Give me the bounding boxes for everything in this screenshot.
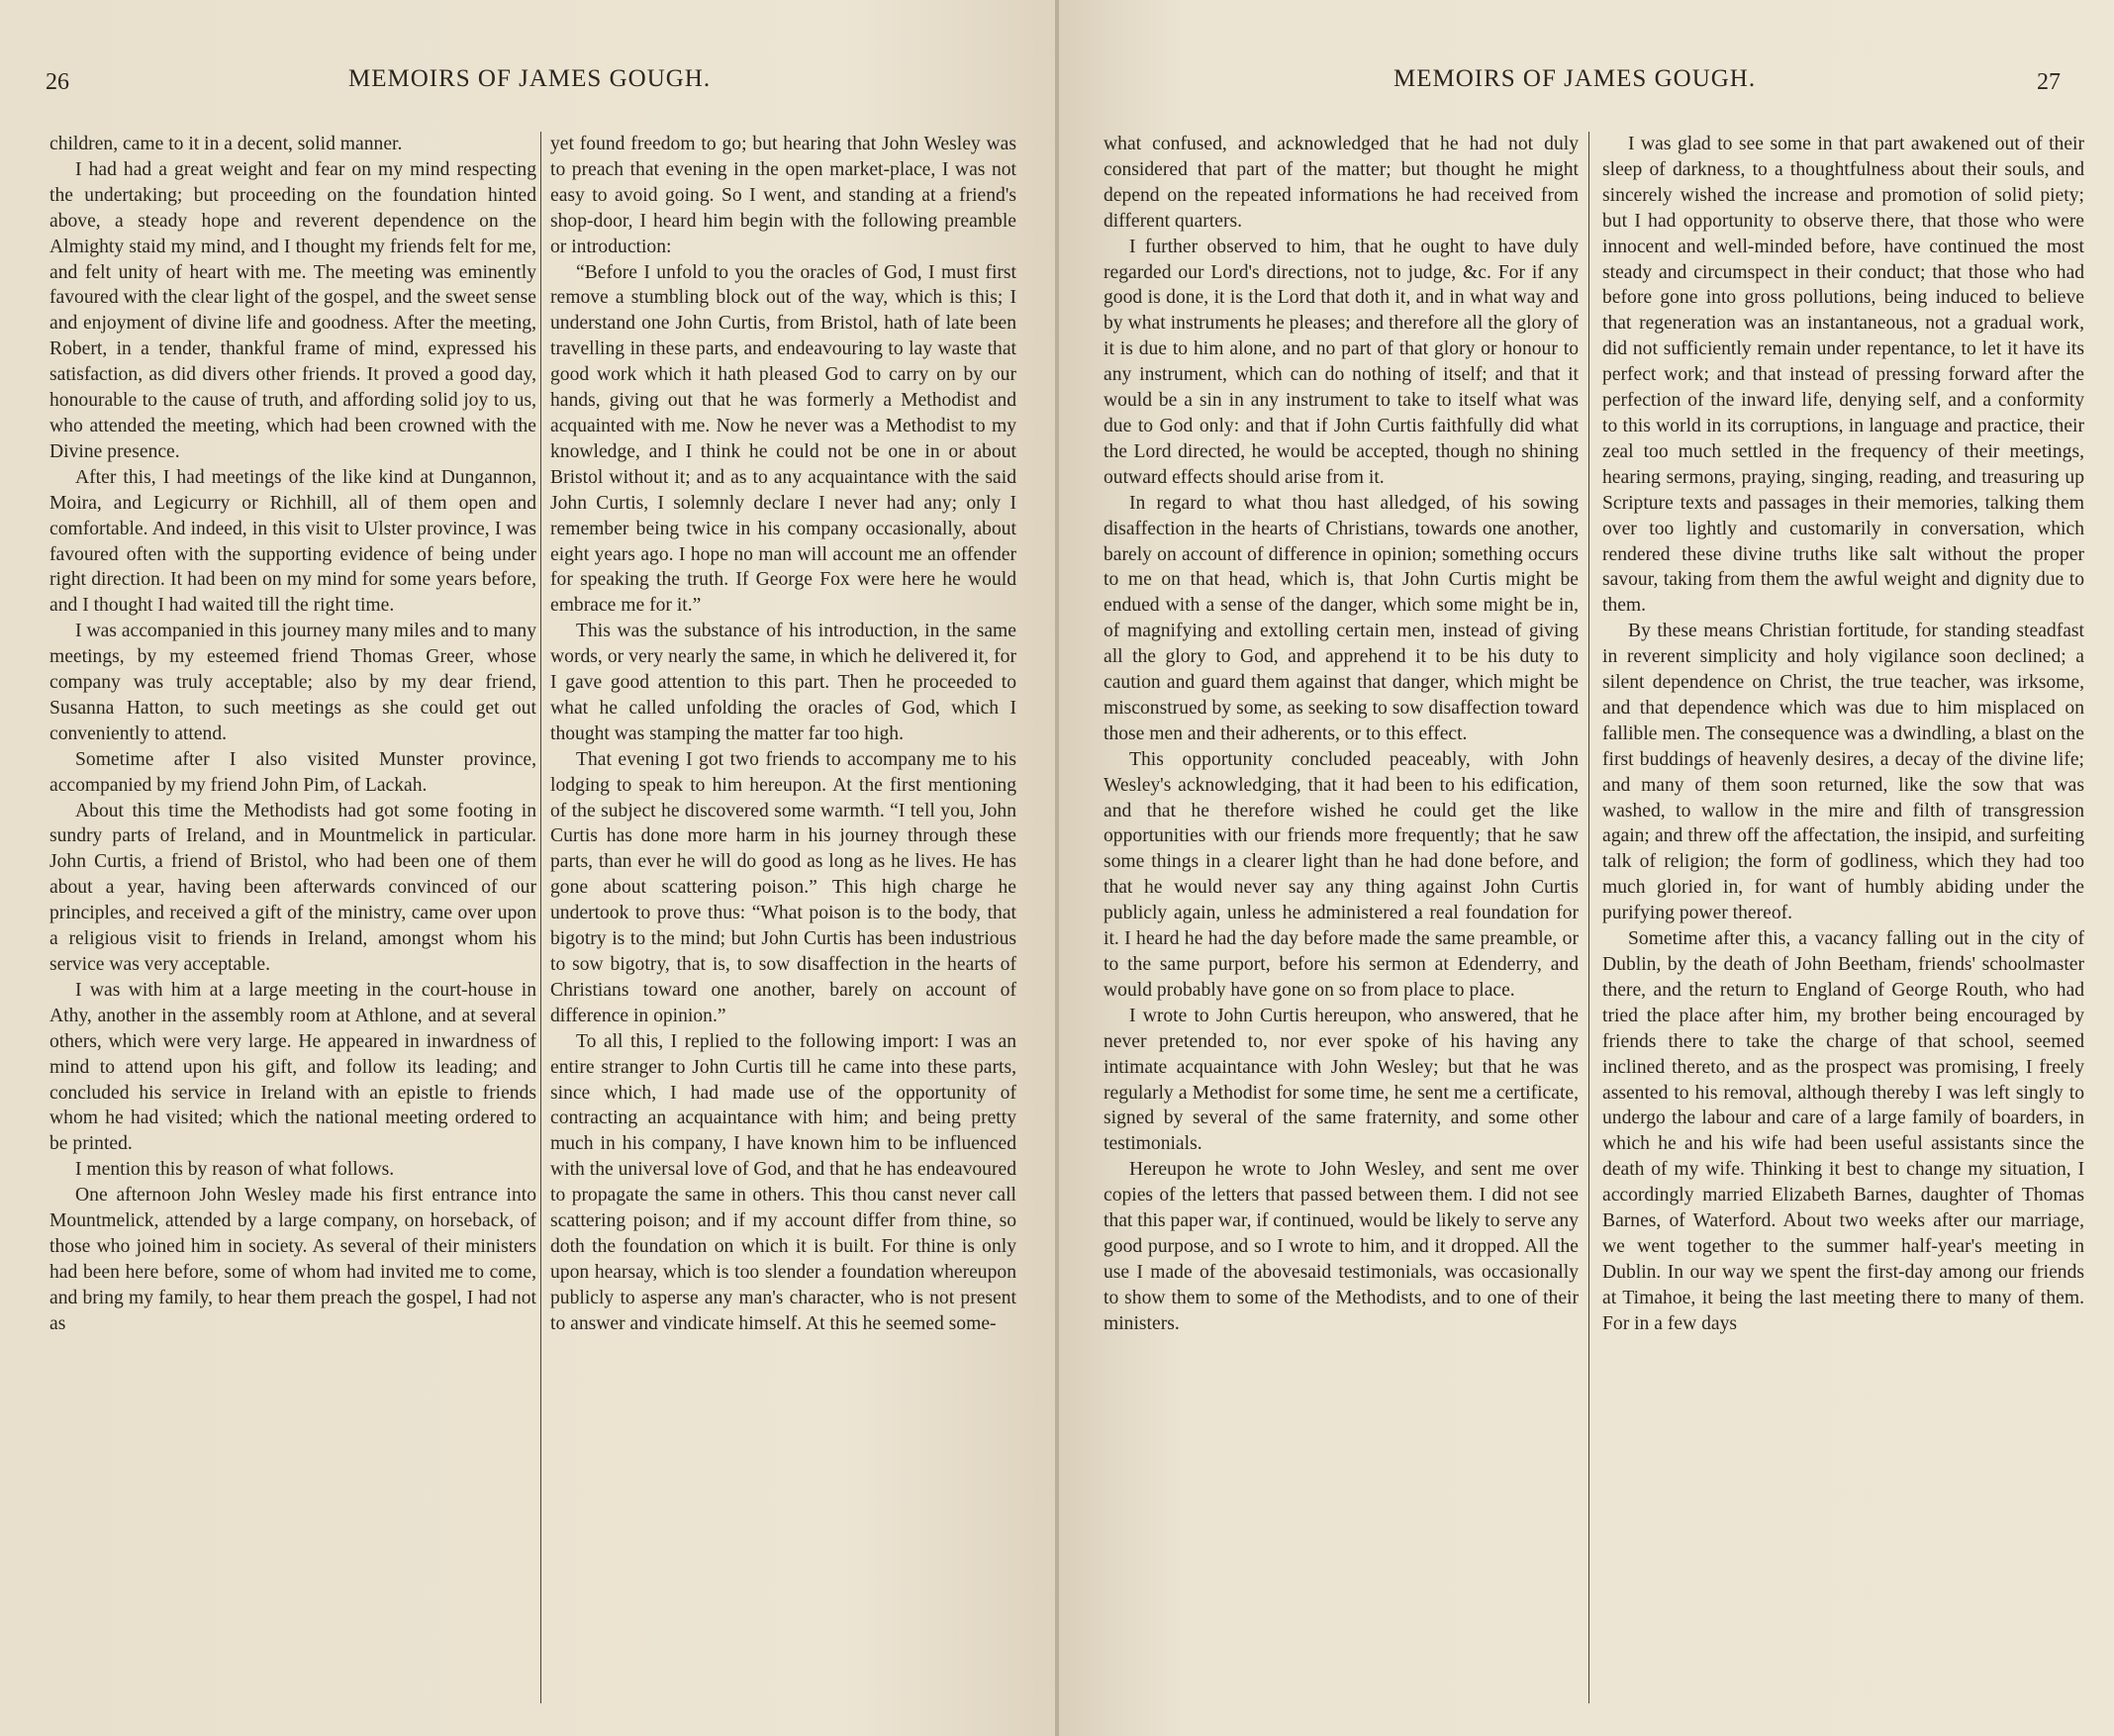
paragraph: This was the substance of his introduction, in the same words, or very nearly the same, in which he delivered it, for I gave good attention to this part. Then he proceeded to what he called unfolding the oracles of God, which I thought was stamping the matter far too high. (550, 621, 1016, 744)
paragraph: Sometime after this, a vacancy falling out in the city of Dublin, by the death of John Beetham, friends' schoolmaster there, and the return to England of George Routh, who had tried the place after him, my brother being encouraged by friends there to take the charge of that school, seemed inclined thereto, and as the prospect was promising, I freely assented to his removal, although thereby I was left singly to undergo the labour and care of a large family of boarders, in which he and his wife had been useful assistants since the death of my wife. Thinking it best to change my situation, I accordingly married Elizabeth Barnes, daughter of Thomas Barnes, of Waterford. About two weeks after our marriage, we went together to the summer half-year's meeting in Dublin. In our way we spent the first-day among our friends at Timahoe, it being the last meeting there to many of them. For in a few days (1602, 928, 2084, 1334)
paragraph: I further observed to him, that he ought to have duly regarded our Lord's directions, not to judge, &c. For if any good is done, it is the Lord that doth it, and in what way and by what instruments he pleases; and therefore all the glory of it is due to him alone, and no part of that glory or honour to any instrument, which can do nothing of itself; and that it would be a sin in any instrument to take to itself what was due to God only: and that if John Curtis faithfully did what the Lord directed, he would be accepted, though no shining outward effects should arise from it. (1104, 236, 1579, 488)
paragraph: Sometime after I also visited Munster province, accompanied by my friend John Pim, of Lackah. (49, 748, 536, 796)
paragraph: what confused, and acknowledged that he had not duly considered that part of the matter; but thought he might depend on the repeated informations he had received from different quarters. (1104, 134, 1579, 232)
paragraph: I mention this by reason of what follows. (75, 1159, 395, 1181)
left-page-number: 26 (46, 69, 69, 95)
paragraph: I had had a great weight and fear on my mind respecting the undertaking; but proceeding on the foundation hinted above, a steady hope and reverent dependence on the Almighty staid my mind, and I thought my friends felt for me, and felt unity of heart with me. The meeting was eminently favoured with the clear light of the gospel, and the sweet sense and enjoyment of divine life and goodness. After the meeting, Robert, in a tender, thankful frame of mind, expressed his satisfaction, as did divers other friends. It proved a good day, honourable to the cause of truth, and affording solid joy to us, who attended the meeting, which had been crowned with the Divine presence. (49, 158, 536, 462)
paragraph: I wrote to John Curtis hereupon, who answered, that he never pretended to, nor ever spoke of his having any intimate acquaintance with John Wesley; but that he was regularly a Methodist for some time, he sent me a certificate, signed by several of the same fraternity, and some other testimonials. (1104, 1005, 1579, 1155)
paragraph: By these means Christian fortitude, for standing steadfast in reverent simplicity and holy vigilance soon declined; a silent dependence on Christ, the true teacher, was irksome, and that dependence which was due to him misplaced on fallible men. The consequence was a dwindling, a blast on the first buddings of heavenly desires, a decay of the divine life; and many of them soon returned, like the sow that was washed, to wallow in the mire and filth of transgression again; and threw off the affectation, the insipid, and surfeiting talk of religion; the form of godliness, which they had too much gloried in, for want of humbly abiding under the purifying power thereof. (1602, 621, 2084, 924)
right-running-head: MEMOIRS OF JAMES GOUGH. (1393, 65, 1757, 92)
paragraph: Hereupon he wrote to John Wesley, and sent me over copies of the letters that passed between them. I did not see that this paper war, if continued, would be likely to serve any good purpose, and so I wrote to him, and it dropped. All the use I made of the abovesaid testimonials, was occasionally to show them to some of the Methodists, and to one of their ministers. (1104, 1159, 1579, 1334)
left-column-1 (49, 132, 536, 1715)
paragraph: I was accompanied in this journey many miles and to many meetings, by my esteemed friend Thomas Greer, whose company was truly acceptable; also by my dear friend, Susanna Hatton, to such meetings as she could get out conveniently to attend. (49, 621, 536, 744)
right-column-1 (1104, 132, 1579, 1715)
right-page-number: 27 (2037, 69, 2061, 95)
left-column-2 (537, 132, 1016, 1715)
paragraph: One afternoon John Wesley made his first entrance into Mountmelick, attended by a large company, on horseback, of those who joined him in society. As several of their ministers had been here before, some of whom had invited me to come, and bring my family, to hear them preach the gospel, I had not as (49, 1185, 536, 1334)
paragraph: children, came to it in a decent, solid manner. (49, 134, 403, 154)
paragraph: That evening I got two friends to accompany me to his lodging to speak to him hereupon. At the first mentioning of the subject he discovered some warmth. “I tell you, John Curtis has done more harm in his journey through these parts, than ever he will do good as long as he lives. He has gone about scattering poison.” This high charge he undertook to prove thus: “What poison is to the body, that bigotry is to the mind; but John Curtis has been industrious to sow bigotry, that is, to sow disaffection in the hearts of Christians toward one another, barely on account of difference in opinion.” (550, 748, 1016, 1026)
right-column-2 (1589, 132, 2084, 1715)
paragraph: To all this, I replied to the following import: I was an entire stranger to John Curtis till he came into these parts, since which, I had made use of the opportunity of contracting an acquaintance with him; and being pretty much in his company, I have known him to be influenced with the universal love of God, and that he has endeavoured to propagate the same in others. This thou canst never call scattering poison; and if my account differ from thine, so doth the foundation on which it is built. For thine is only upon hearsay, which is too slender a foundation whereupon publicly to asperse any man's character, who is not present to answer and vindicate himself. At this he seemed some- (550, 1030, 1016, 1334)
paragraph: I was glad to see some in that part awakened out of their sleep of darkness, to a thoughtfulness about their souls, and sincerely wished the increase and promotion of solid piety; but I had opportunity to observe there, that those who were innocent and well-minded before, have continued the most steady and circumspect in their conduct; that those who had before gone into gross pollutions, being induced to believe that regeneration was an instantaneous, not a gradual work, did not sufficiently remain under repentance, to let it have its perfect work; and that instead of pressing forward after the perfection of the inward life, denying self, and a conformity to this world in its corruptions, in language and practice, their zeal too much settled in the frequency of their meetings, hearing sermons, praying, singing, reading, and treasuring up Scripture texts and passages in their memories, talking them over too lightly and customarily in conversation, which rendered these divine truths like salt without the proper savour, taking from them the awful weight and dignity due to them. (1602, 134, 2084, 617)
paragraph: After this, I had meetings of the like kind at Dungannon, Moira, and Legicurry or Richhill, all of them open and comfortable. And indeed, in this visit to Ulster province, I was favoured often with the supporting evidence of being under right direction. It had been on my mind for some years before, and I thought I had waited till the right time. (49, 466, 536, 617)
right-page (1059, 0, 2114, 1736)
paragraph: “Before I unfold to you the oracles of God, I must first remove a stumbling block out of the way, which is this; I understand one John Curtis, from Bristol, hath of late been travelling in these parts, and endeavouring to lay waste that good work which it hath pleased God to carry on by our hands, giving out that he was formerly a Methodist and acquainted with me. Now he never was a Methodist to my knowledge, and I think he could not be one in or about Bristol without it; and as to any acquaintance with the said John Curtis, I solemnly declare I never had any; only I remember being twice in his company occasionally, about eight years ago. I hope no man will account me an offender for speaking the truth. If George Fox were here he would embrace me for it.” (550, 261, 1016, 617)
paragraph: About this time the Methodists had got some footing in sundry parts of Ireland, and in Mountmelick in particular. John Curtis, a friend of Bristol, who had been one of them about a year, having been afterwards convinced of our principles, and received a gift of the ministry, came over upon a religious visit to friends in Ireland, amongst whom his service was very acceptable. (49, 800, 536, 975)
paragraph: In regard to what thou hast alledged, of his sowing disaffection in the hearts of Christians, towards one another, barely on account of difference in opinion; something occurs to me on that head, which is, that John Curtis might be endued with a sense of the danger, which some might be in, of magnifying and extolling certain men, instead of giving all the glory to God, and apprehend it to be his duty to caution and guard them against that danger, which might be misconstrued by some, as seeking to sow disaffection toward those men and their adherents, or to this effect. (1104, 492, 1579, 744)
left-running-head: MEMOIRS OF JAMES GOUGH. (348, 65, 712, 92)
paragraph: I was with him at a large meeting in the court-house in Athy, another in the assembly room at Athlone, and at several others, which were very large. He appeared in inwardness of mind to attend upon his gift, and follow its leading; and concluded his service in Ireland with an epistle to friends whom he had visited; which the national meeting ordered to be printed. (49, 979, 536, 1155)
left-page (0, 0, 1055, 1736)
paragraph: This opportunity concluded peaceably, with John Wesley's acknowledging, that it had been to his edification, and that he therefore wished he could get the like opportunities with our friends more frequently; that he saw some things in a clearer light than he had done before, and that he would never say any thing against John Curtis publicly again, unless he administered a real foundation for it. I heard he had the day before made the same preamble, or to the same purport, before his sermon at Edenderry, and would probably have gone on so from place to place. (1104, 748, 1579, 1001)
paragraph: yet found freedom to go; but hearing that John Wesley was to preach that evening in the open market-place, I was not easy to avoid going. So I went, and standing at a friend's shop-door, I heard him begin with the following preamble or introduction: (550, 134, 1016, 257)
